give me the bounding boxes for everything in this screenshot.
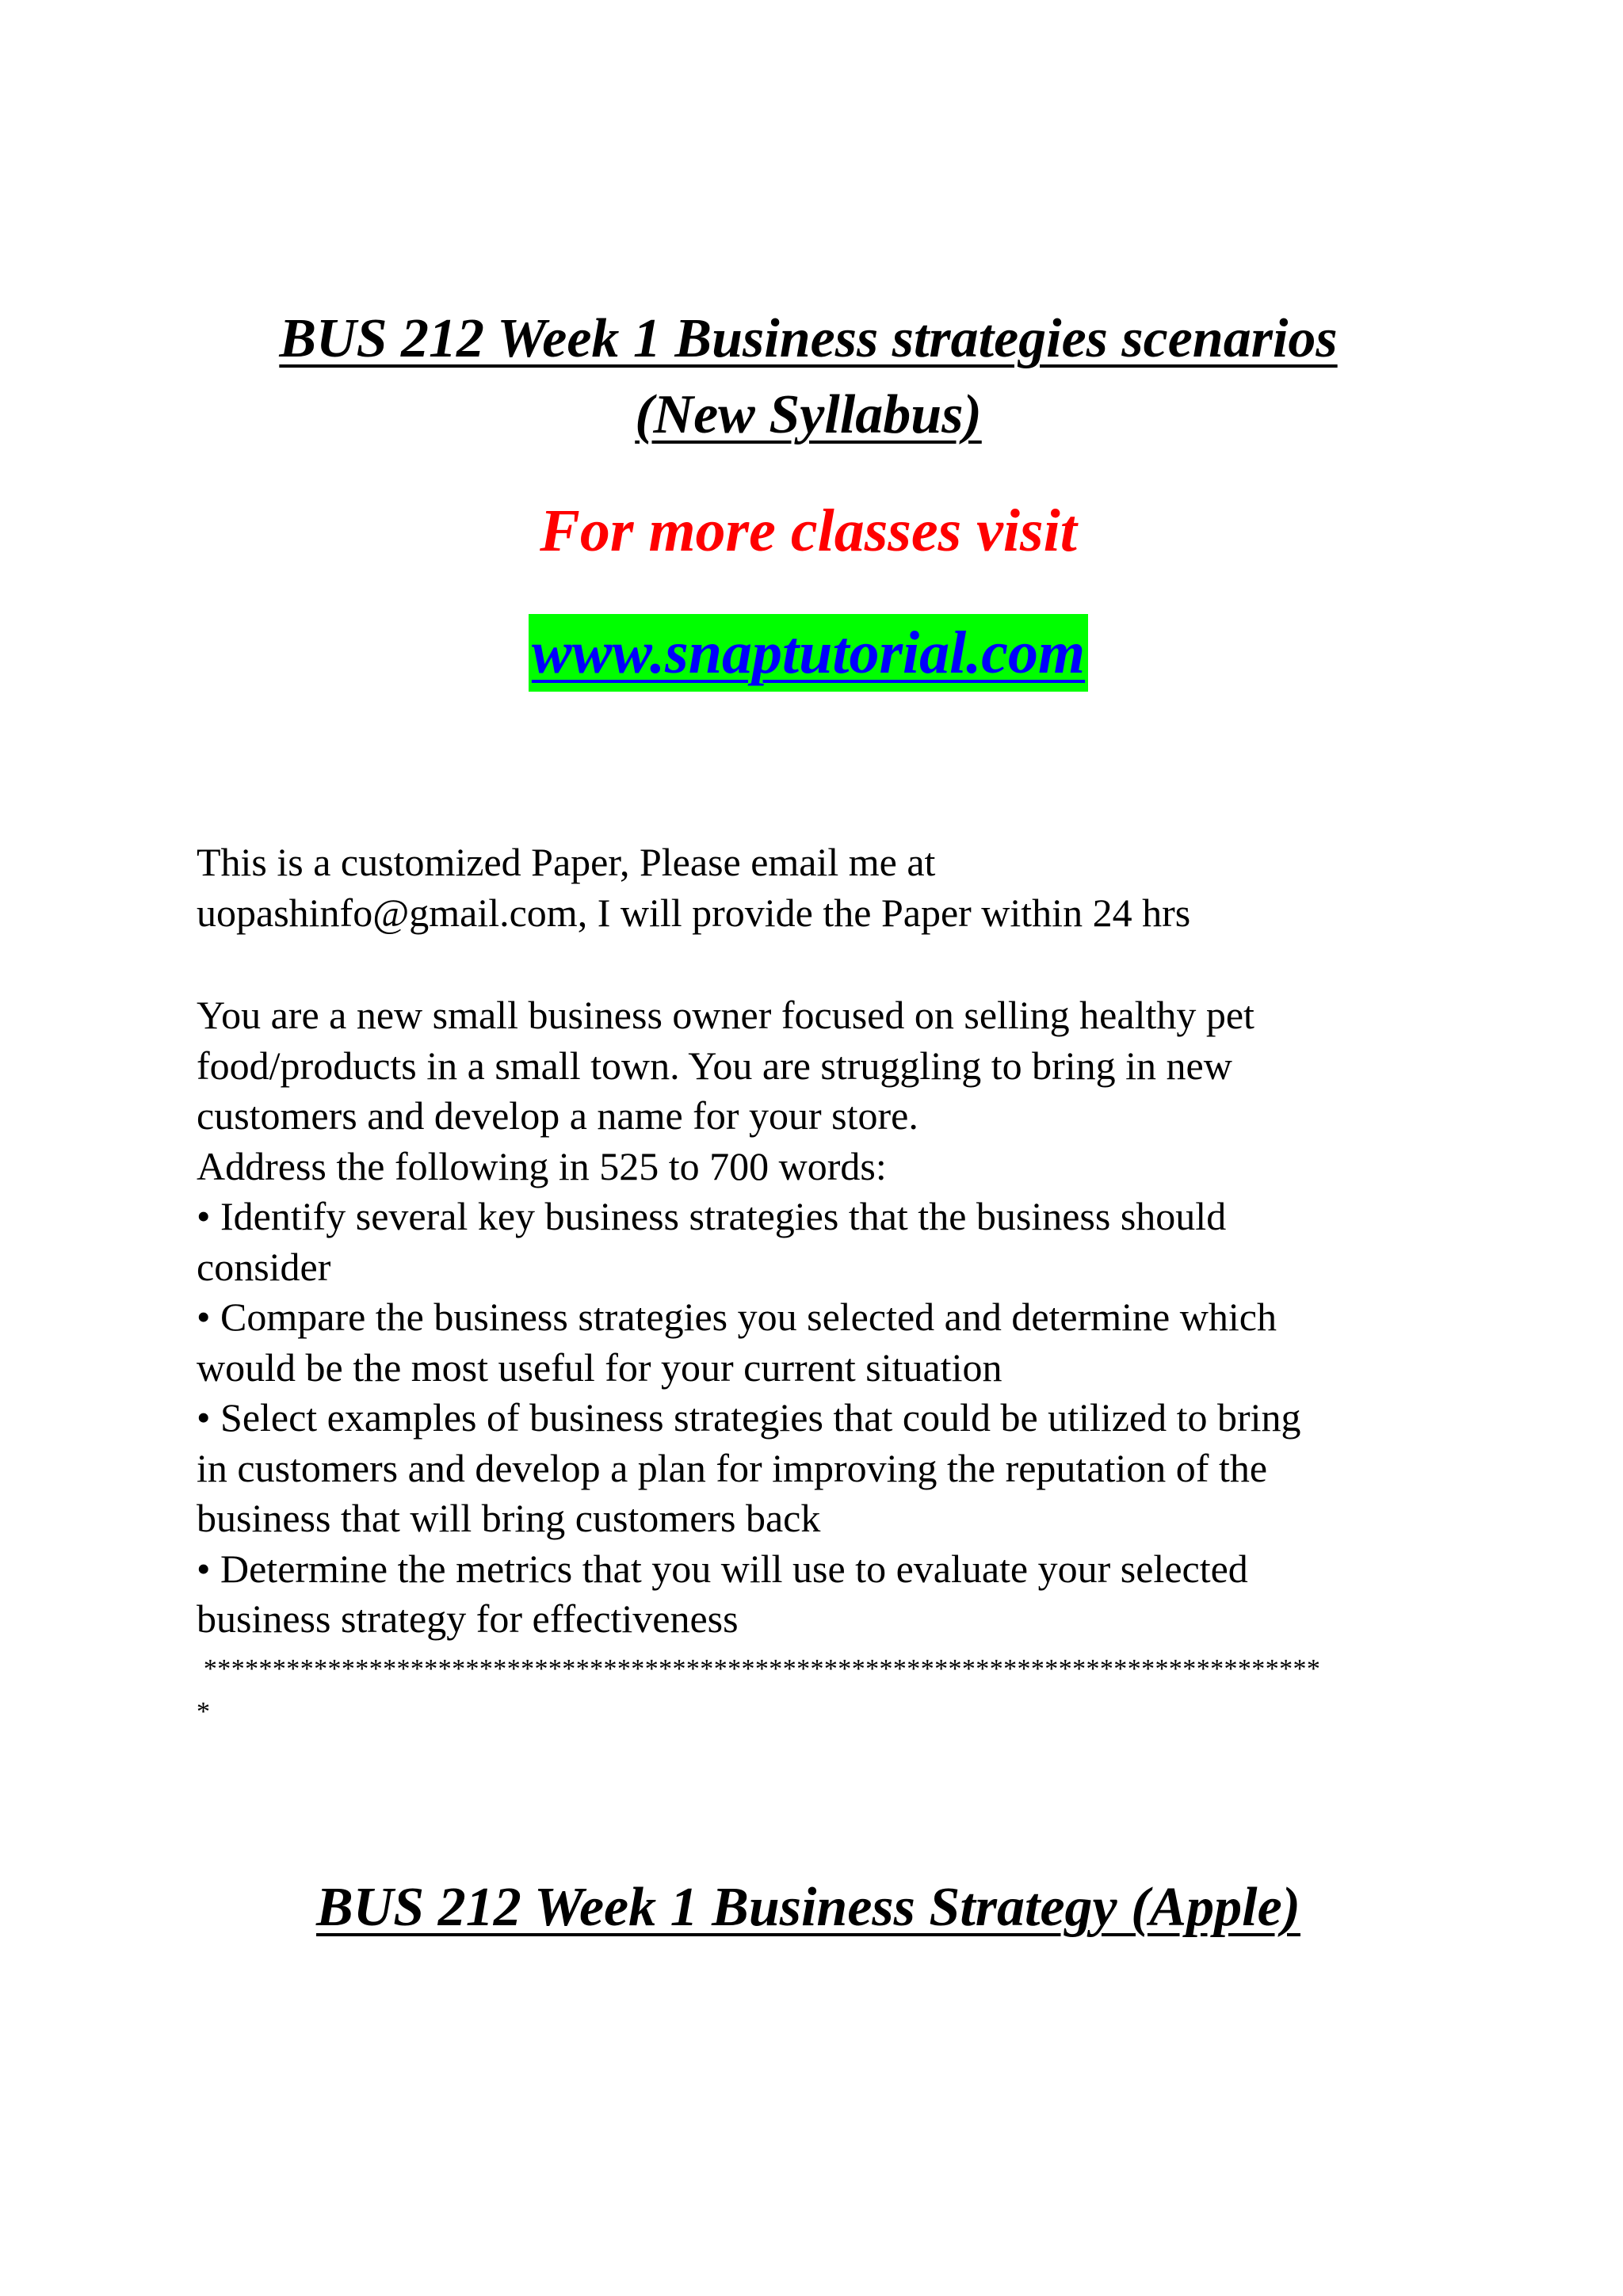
scenario-paragraph [197, 990, 1433, 1645]
bullet-line: • Determine the metrics that you will use to evaluate your selected [197, 1546, 1248, 1591]
separator-stars [197, 1648, 1433, 1733]
scenario-line: You are a new small business owner focused on selling healthy pet [197, 993, 1254, 1037]
document-title [158, 301, 1458, 453]
bullet-line: would be the most useful for your current situation [197, 1344, 1002, 1390]
separator-line-2: * [197, 1697, 211, 1726]
promo-link-container [158, 614, 1458, 692]
instructions-line: Address the following in 525 to 700 words: [197, 1143, 887, 1188]
bullet-line: business strategy for effectiveness [197, 1596, 739, 1641]
scenario-line: customers and develop a name for your store. [197, 1093, 918, 1138]
bullet-line: • Compare the business strategies you selected and determine which [197, 1295, 1277, 1339]
title-line-2: (New Syllabus) [635, 384, 982, 445]
bullet-line: • Select examples of business strategies that could be utilized to bring [197, 1395, 1301, 1440]
bullet-line: business that will bring customers back [197, 1496, 821, 1540]
next-section-title [158, 1870, 1458, 1946]
intro-line: This is a customized Paper, Please email me at [197, 840, 936, 884]
bullet-line: consider [197, 1244, 331, 1289]
intro-line: uopashinfo@gmail.com, I will provide the Paper within 24 hrs [197, 890, 1191, 935]
bullet-line: in customers and develop a plan for improving the reputation of the [197, 1445, 1268, 1490]
title-line-1: BUS 212 Week 1 Business strategies scenarios [279, 308, 1338, 369]
separator-line-1: ********************************************************************************* [197, 1654, 1321, 1684]
next-section-title-text: BUS 212 Week 1 Business Strategy (Apple) [316, 1877, 1300, 1938]
promo-text: For more classes visit [540, 498, 1077, 564]
bullet-line: • Identify several key business strategies that the business should [197, 1194, 1227, 1238]
intro-paragraph [197, 837, 1433, 938]
website-link[interactable]: www.snaptutorial.com [529, 614, 1088, 692]
scenario-line: food/products in a small town. You are struggling to bring in new [197, 1043, 1232, 1088]
